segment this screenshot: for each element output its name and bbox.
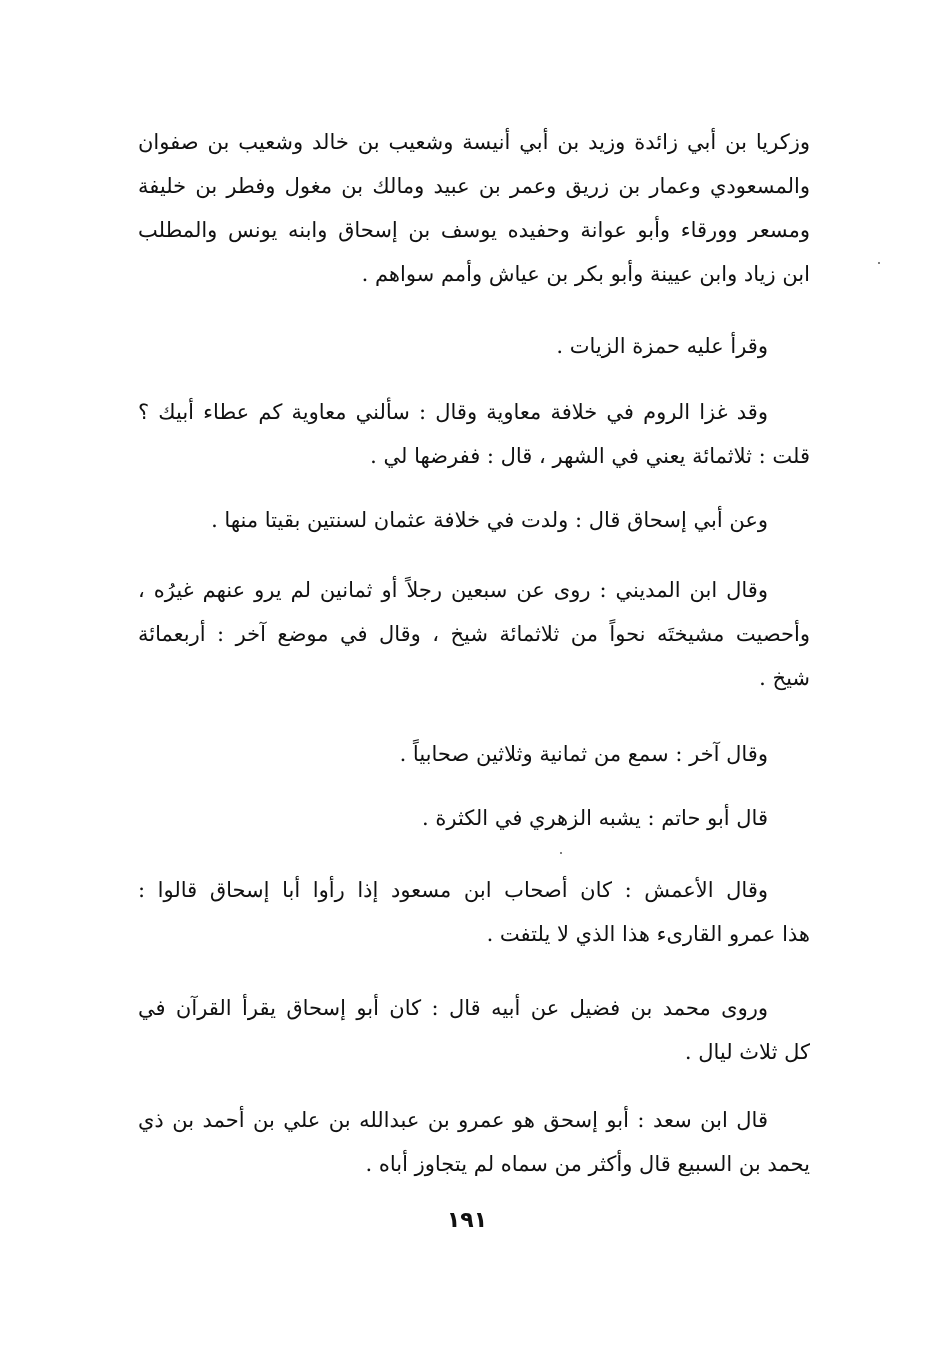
paragraph-line: قلت : ثلاثمائة يعني في الشهر ، قال : ففرضها لي . [370,444,810,468]
paragraph-2 [138,324,810,368]
paragraph-line: ابن زياد وابن عيينة وأبو بكر بن عياش وأمم سواهم . [361,262,810,286]
paragraph-line: ومسعر وورقاء وأبو عوانة وحفيده يوسف بن إسحاق وابنه يونس والمطلب [138,218,810,242]
paragraph-line: وقال ابن المديني : روى عن سبعين رجلاً أو ثمانين لم يرو عنهم غيرُه ، [138,578,768,602]
paragraph-line: وقد غزا الروم في خلافة معاوية وقال : سألني معاوية كم عطاء أبيك ؟ [138,400,768,424]
page-number: ١٩١ [446,1208,488,1233]
paragraph-line: قال أبو حاتم : يشبه الزهري في الكثرة . [422,806,768,830]
paragraph-line: قال ابن سعد : أبو إسحق هو عمرو بن عبدالله بن علي بن أحمد بن ذي [138,1108,768,1132]
paragraph-6 [138,732,810,776]
paragraph-line: كل ثلاث ليال . [684,1040,810,1064]
paragraph-10 [138,1098,810,1186]
paragraph-8 [138,868,810,956]
paragraph-7 [138,796,810,840]
paragraph-line: وأحصيت مشيختَه نحواً من ثلاثمائة شيخ ، وقال في موضع آخر : أربعمائة [138,622,810,646]
paragraph-line: وقال الأعمش : كان أصحاب ابن مسعود إذا رأوا أبا إسحاق قالوا : [138,878,768,902]
paragraph-line: وقال آخر : سمع من ثمانية وثلاثين صحابياً . [399,742,768,766]
paragraph-1 [138,120,810,296]
paragraph-3 [138,390,810,478]
paragraph-line: وعن أبي إسحاق قال : ولدت في خلافة عثمان لسنتين بقيتا منها . [211,508,768,532]
paragraph-5 [138,568,810,700]
paragraph-line: والمسعودي وعمار بن زريق وعمر بن عبيد ومالك بن مغول وفطر بن خليفة [138,174,810,198]
paragraph-9 [138,986,810,1074]
paragraph-line: وروى محمد بن فضيل عن أبيه قال : كان أبو إسحاق يقرأ القرآن في [138,996,768,1020]
scan-speck [878,262,880,264]
paragraph-line: هذا عمرو القارىء هذا الذي لا يلتفت . [486,922,810,946]
paragraph-line: وقرأ عليه حمزة الزيات . [556,334,768,358]
paragraph-line: يحمد بن السبيع قال وأكثر من سماه لم يتجاوز أباه . [365,1152,810,1176]
paragraph-line: شيخ . [759,666,810,690]
paragraph-4 [138,498,810,542]
paragraph-line: وزكريا بن أبي زائدة وزيد بن أبي أنيسة وشعيب بن خالد وشعيب بن صفوان [138,130,810,154]
scan-speck [560,852,562,854]
